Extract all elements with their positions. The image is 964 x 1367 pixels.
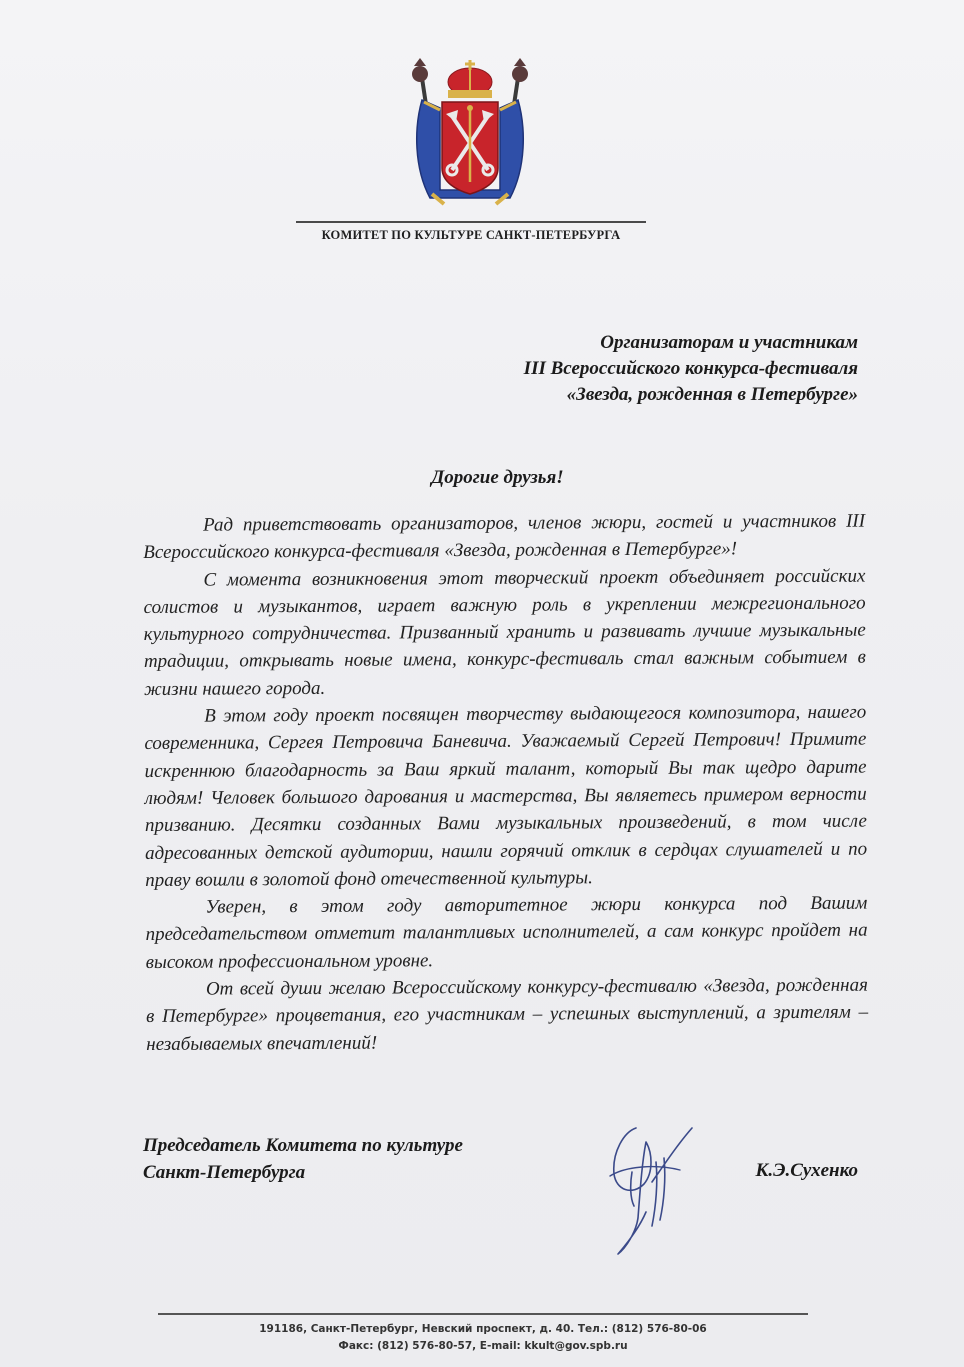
signatory-title-line: Санкт-Петербурга bbox=[143, 1162, 306, 1183]
footer-address: 191186, Санкт-Петербург, Невский проспект, д. 40. Тел.: (812) 576-80-06 bbox=[259, 1323, 707, 1335]
footer-fax-email: Факс: (812) 576-80-57, E-mail: kkult@gov.spb.ru bbox=[338, 1340, 628, 1352]
addressee-line: Организаторам и участникам bbox=[600, 332, 858, 353]
footer-divider bbox=[158, 1313, 808, 1315]
signatory-title-line: Председатель Комитета по культуре bbox=[143, 1135, 463, 1156]
footer-contacts bbox=[158, 1321, 808, 1355]
addressee-line: «Звезда, рожденная в Петербурге» bbox=[566, 384, 858, 405]
body-paragraph: С момента возникновения этот творческий проект объединяет российских солистов и музыкантов, играет важную роль в укреплении межрегионального культурного сотрудничества. Призванный хранить и развивать лучшие музыкальные традиции, открывать новые имена, конкурс-фестиваль стал важным событием в жизни нашего города. bbox=[143, 565, 866, 700]
body-paragraph: В этом году проект посвящен творчеству выдающегося композитора, нашего современника, Сергея Петровича Баневича. Уважаемый Сергей Петрович! Примите искреннюю благодарность за Ваш яркий талант, который Вы так щедро дарите людям! Человек большого дарования и мастерства, Вы являетесь примером верности призванию. Десятки созданных Вами музыкальных произведений, в том числе адресованных детской аудитории, нашли горячий отклик в сердцах слушателей и по праву вошли в золотой фонд отечественной культуры. bbox=[144, 701, 868, 891]
body-paragraph: От всей души желаю Всероссийскому конкурсу-фестивалю «Звезда, рожденная в Петербурге» процветания, его участникам – успешных выступлений, а зрителям – незабываемых впечатлений! bbox=[146, 974, 869, 1055]
header-divider bbox=[296, 221, 646, 223]
body-paragraph: Рад приветствовать организаторов, членов жюри, гостей и участников III Всероссийского конкурса-фестиваля «Звезда, рожденная в Петербурге»! bbox=[143, 510, 866, 564]
committee-name: КОМИТЕТ ПО КУЛЬТУРЕ САНКТ-ПЕТЕРБУРГА bbox=[321, 228, 621, 242]
body-paragraph: Уверен, в этом году авторитетное жюри конкурса под Вашим председательством отметит талантливых исполнителей, а сам конкурс пройдет на высоком профессиональном уровне. bbox=[145, 892, 868, 973]
addressee-line: III Всероссийского конкурса-фестиваля bbox=[523, 358, 858, 379]
handwritten-signature-icon bbox=[596, 1122, 706, 1262]
addressee-block bbox=[524, 330, 858, 408]
letter-body bbox=[143, 508, 868, 1058]
greeting: Дорогие друзья! bbox=[431, 467, 564, 488]
signatory-name: К.Э.Сухенко bbox=[755, 1160, 858, 1181]
coat-of-arms-icon bbox=[400, 58, 540, 208]
signatory-title bbox=[143, 1132, 463, 1186]
